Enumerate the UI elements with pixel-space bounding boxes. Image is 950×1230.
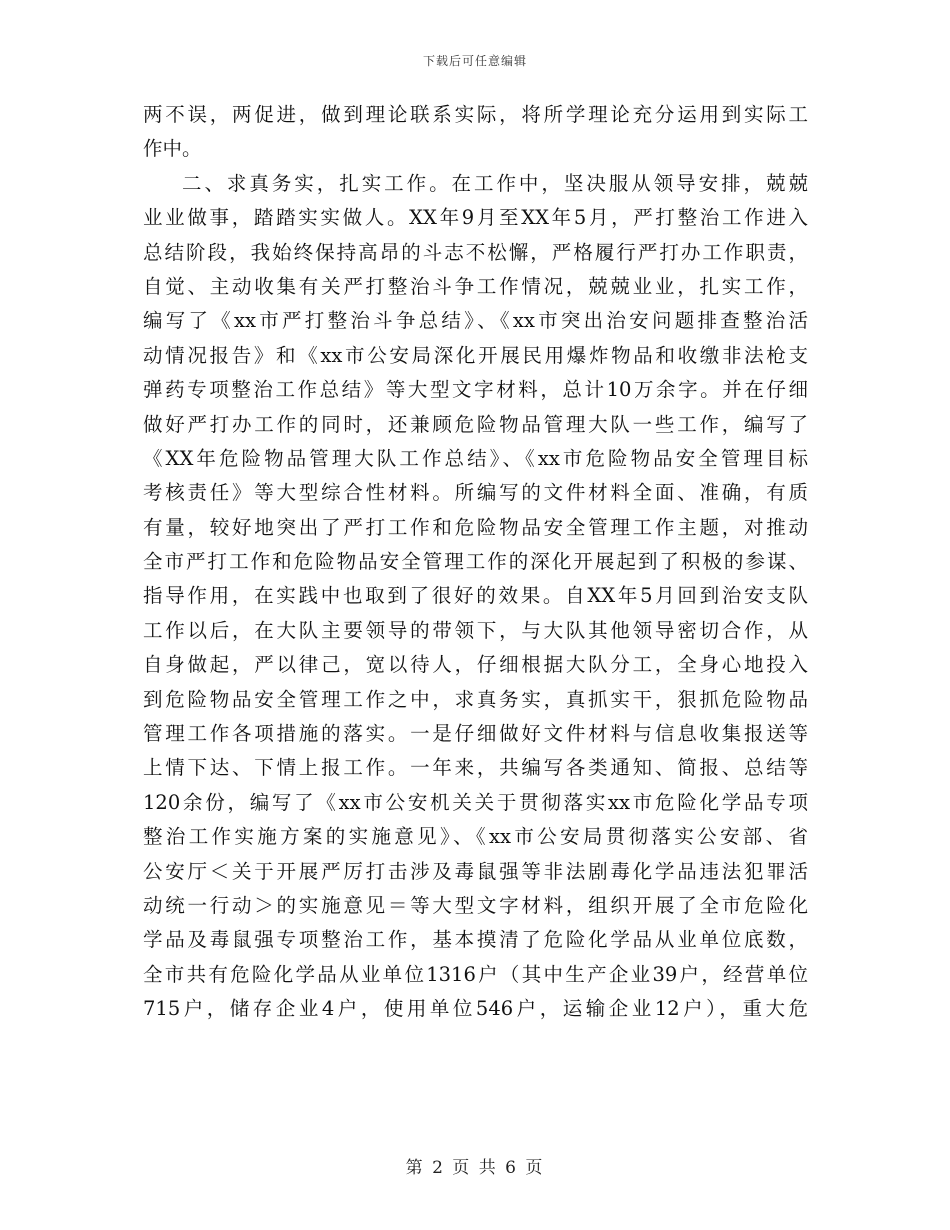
body-line: 公安厅＜关于开展严厉打击涉及毒鼠强等非法剧毒化学品违法犯罪活 (143, 859, 808, 883)
body-line: 715户，储存企业4户，使用单位546户，运输企业12户），重大危 (143, 997, 808, 1021)
body-line: 管理工作各项措施的落实。一是仔细做好文件材料与信息收集报送等 (143, 722, 808, 746)
body-line: 《XX年危险物品管理大队工作总结》、《xx市危险物品安全管理目标 (143, 446, 808, 470)
body-line: 业业做事，踏踏实实做人。XX年9月至XX年5月，严打整治工作进入 (143, 206, 808, 230)
body-line: 考核责任》等大型综合性材料。所编写的文件材料全面、准确，有质 (143, 481, 808, 505)
body-line: 两不误，两促进，做到理论联系实际，将所学理论充分运用到实际工 (143, 103, 808, 126)
body-line: 自觉、主动收集有关严打整治斗争工作情况，兢兢业业，扎实工作， (143, 274, 808, 298)
body-line: 全市共有危险化学品从业单位1316户（其中生产企业39户，经营单位 (143, 962, 808, 986)
body-line: 动统一行动＞的实施意见＝等大型文字材料，组织开展了全市危险化 (143, 893, 808, 917)
body-line: 做好严打办工作的同时，还兼顾危险物品管理大队一些工作，编写了 (143, 412, 808, 436)
body-line: 弹药专项整治工作总结》等大型文字材料，总计10万余字。并在仔细 (143, 378, 808, 402)
body-line: 总结阶段，我始终保持高昂的斗志不松懈，严格履行严打办工作职责， (143, 240, 808, 264)
page-number-footer: 第 2 页 共 6 页 (405, 1158, 545, 1178)
body-line: 120余份，编写了《xx市公安机关关于贯彻落实xx市危险化学品专项 (143, 790, 808, 814)
body-line: 动情况报告》和《xx市公安局深化开展民用爆炸物品和收缴非法枪支 (143, 343, 808, 367)
body-line: 学品及毒鼠强专项整治工作，基本摸清了危险化学品从业单位底数， (143, 928, 808, 952)
body-line: 上情下达、下情上报工作。一年来，共编写各类通知、简报、总结等 (143, 756, 808, 780)
body-line: 自身做起，严以律己，宽以待人，仔细根据大队分工，全身心地投入 (143, 653, 808, 677)
body-line: 二、求真务实，扎实工作。在工作中，坚决服从领导安排，兢兢 (182, 171, 808, 195)
document-body (143, 98, 808, 1027)
body-line: 全市严打工作和危险物品安全管理工作的深化开展起到了积极的参谋、 (143, 550, 808, 574)
body-line: 整治工作实施方案的实施意见》、《xx市公安局贯彻落实公安部、省 (143, 825, 808, 849)
body-line: 编写了《xx市严打整治斗争总结》、《xx市突出治安问题排查整治活 (143, 309, 808, 333)
body-line: 指导作用，在实践中也取到了很好的效果。自XX年5月回到治安支队 (143, 584, 808, 608)
body-line: 到危险物品安全管理工作之中，求真务实，真抓实干，狠抓危险物品 (143, 687, 808, 711)
body-line: 工作以后，在大队主要领导的带领下，与大队其他领导密切合作，从 (143, 618, 808, 642)
body-line: 有量，较好地突出了严打工作和危险物品安全管理工作主题，对推动 (143, 515, 808, 539)
page-header: 下载后可任意编辑 (422, 54, 527, 68)
body-line: 作中。 (143, 137, 202, 161)
